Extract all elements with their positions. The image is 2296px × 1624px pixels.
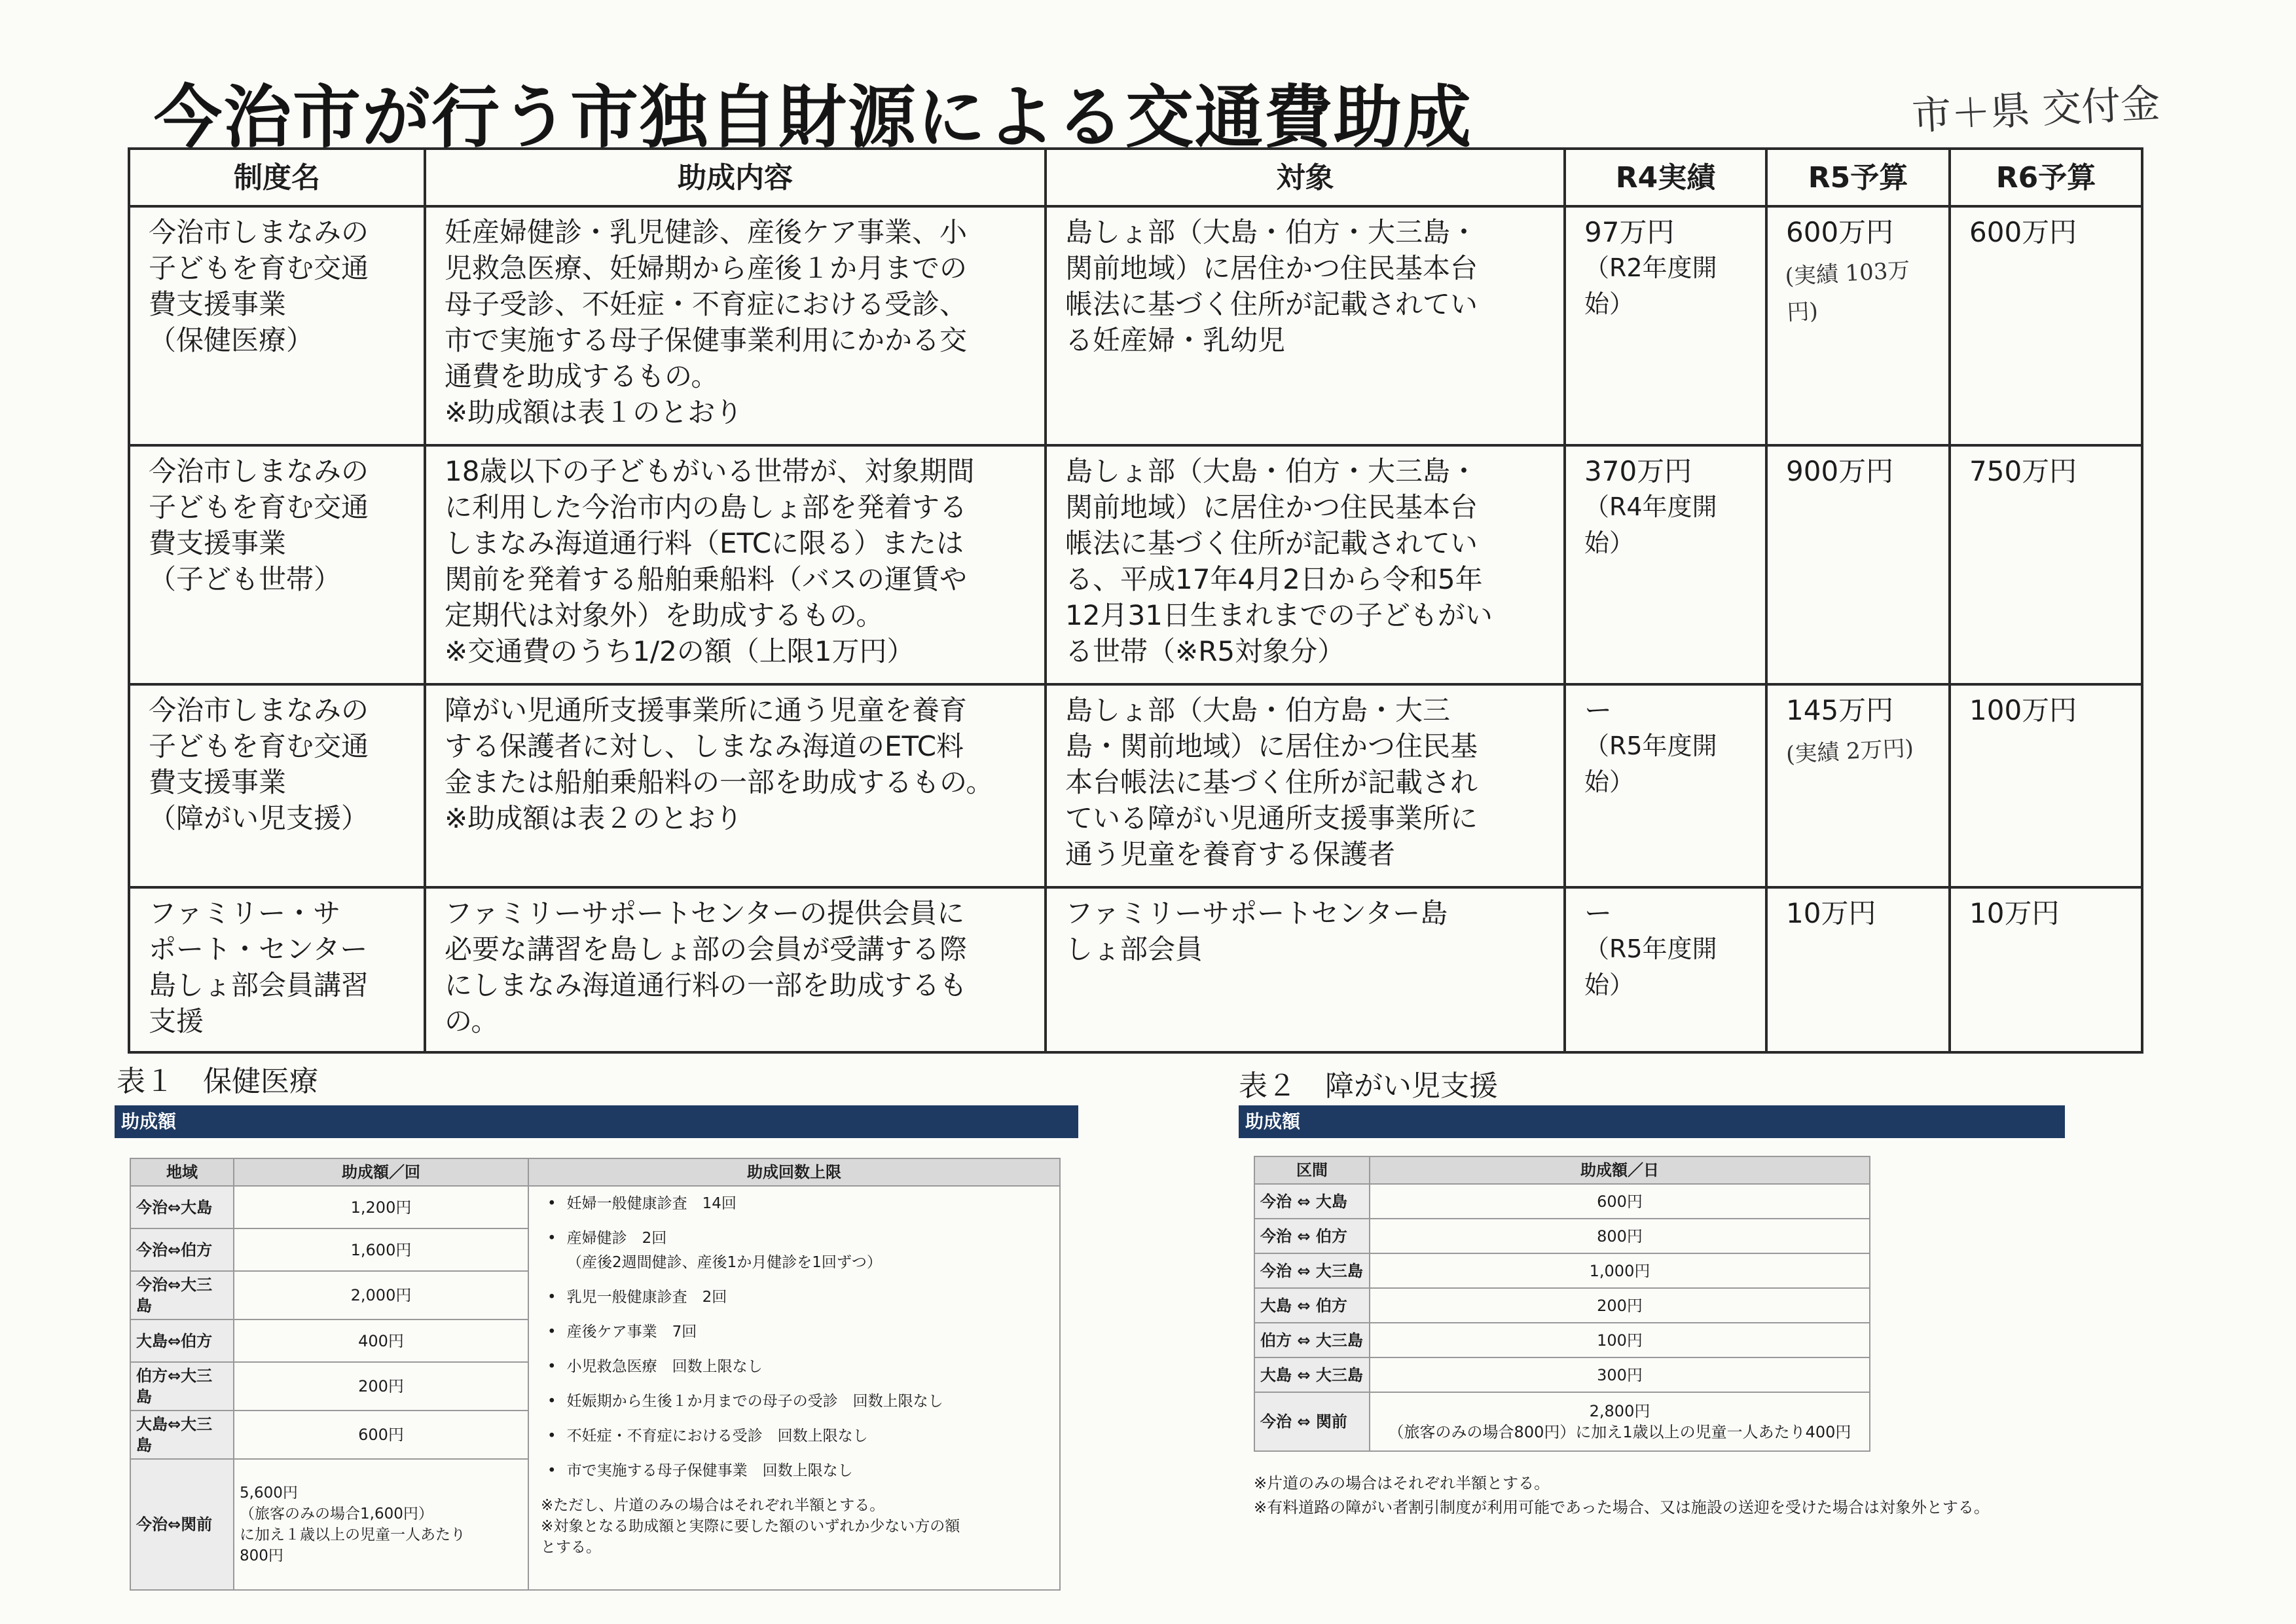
cell-name — [129, 206, 425, 445]
table-row — [129, 445, 2142, 684]
table-row — [1254, 1288, 1870, 1323]
table2-title: 表２ 障がい児支援 — [1239, 1069, 1498, 1103]
target-line: 通う児童を養育する保護者 — [1065, 838, 1396, 870]
table2 — [1254, 1156, 1870, 1452]
name-line: 今治市しまなみの — [149, 694, 369, 726]
header-r4: R4実績 — [1565, 149, 1766, 206]
cell-content — [425, 445, 1046, 684]
r4-value: 370万円 — [1584, 455, 1692, 487]
list-item — [547, 1193, 1048, 1215]
amount-line: 5,600円 — [240, 1485, 298, 1502]
amount-cell: 100円 — [1370, 1323, 1870, 1357]
limit-text: 妊婦一般健康診査 14回 — [566, 1195, 737, 1212]
content-line: 関前を発着する船舶乗船料（バスの運賃や — [445, 563, 968, 595]
content-line: 通費を助成するもの。 — [445, 360, 719, 392]
name-line: 子どもを育む交通 — [149, 252, 369, 284]
list-item — [547, 1460, 1048, 1482]
table1-title: 表１ 保健医療 — [117, 1065, 318, 1098]
cell-r6 — [1950, 206, 2142, 445]
r4-start: （R5年度開始） — [1584, 731, 1717, 796]
name-line: 子どもを育む交通 — [149, 730, 369, 762]
table2-note: ※片道のみの場合はそれぞれ半額とする。 — [1254, 1474, 1550, 1492]
table1-bar: 助成額 — [115, 1105, 1078, 1138]
target-line: 島しょ部（大島・伯方島・大三 — [1065, 694, 1451, 726]
cell-content — [425, 206, 1046, 445]
r4-value: 97万円 — [1584, 216, 1675, 248]
region-cell: 大島 ⇔ 伯方 — [1254, 1288, 1370, 1323]
handwritten-note: 市＋県 交付金 — [1910, 81, 2161, 139]
content-line: にしまなみ海道通行料の一部を助成するも — [445, 969, 968, 1001]
region-cell: 伯方 ⇔ 大三島 — [1254, 1323, 1370, 1357]
header-name: 制度名 — [129, 149, 425, 206]
region-cell: 今治⇔関前 — [130, 1459, 234, 1590]
header-r5: R5予算 — [1766, 149, 1950, 206]
content-line: の。 — [445, 1005, 499, 1037]
list-item — [547, 1426, 1048, 1447]
amount-cell: 800円 — [1370, 1219, 1870, 1253]
cell-r4 — [1565, 887, 1766, 1052]
cell-name — [129, 887, 425, 1052]
amount-cell: 200円 — [1370, 1288, 1870, 1323]
table-row — [129, 887, 2142, 1052]
limit-text: 産後ケア事業 7回 — [566, 1323, 697, 1340]
name-line: 島しょ部会員講習 — [149, 969, 369, 1001]
table-row — [129, 206, 2142, 445]
target-line: しょ部会員 — [1065, 933, 1203, 965]
amount-line: 2,800円 — [1589, 1402, 1650, 1420]
table-row — [1254, 1323, 1870, 1357]
cell-r5 — [1766, 445, 1950, 684]
target-line: る、平成17年4月2日から令和5年 — [1065, 563, 1483, 595]
amount-cell: 200円 — [234, 1362, 528, 1411]
content-line: 母子受診、不妊症・不育症における受診、 — [445, 288, 968, 320]
limit-note: ※対象となる助成額と実際に要した額のいずれか少ない方の額 — [541, 1518, 960, 1535]
target-line: 関前地域）に居住かつ住民基本台 — [1065, 491, 1478, 523]
r5-value: 900万円 — [1786, 455, 1894, 487]
r6-value: 100万円 — [1969, 694, 2077, 726]
amount-line: （旅客のみの場合800円）に加え1歳以上の児童一人あたり400円 — [1388, 1423, 1851, 1441]
cell-content — [425, 887, 1046, 1052]
region-cell: 大島⇔伯方 — [130, 1320, 234, 1362]
table1-header-limit: 助成回数上限 — [528, 1158, 1060, 1186]
region-cell: 大島⇔大三島 — [130, 1411, 234, 1459]
r4-start: （R4年度開始） — [1584, 492, 1717, 557]
amount-cell: 2,000円 — [234, 1271, 528, 1320]
target-line: 関前地域）に居住かつ住民基本台 — [1065, 252, 1478, 284]
cell-r6 — [1950, 887, 2142, 1052]
limit-cell — [528, 1186, 1060, 1590]
list-item — [547, 1321, 1048, 1343]
limit-sub: （産後2週間健診、産後1か月健診を1回ずつ） — [567, 1254, 882, 1271]
limit-text: 乳児一般健康診査 2回 — [566, 1289, 727, 1306]
name-line: ポート・センター — [149, 933, 368, 965]
cell-r6 — [1950, 684, 2142, 887]
region-cell: 今治 ⇔ 伯方 — [1254, 1219, 1370, 1253]
region-cell: 今治⇔伯方 — [130, 1228, 234, 1271]
r4-value: ー — [1584, 694, 1613, 726]
table-row — [1254, 1357, 1870, 1392]
r5-handwritten: (実績 103万円) — [1784, 257, 1911, 326]
amount-cell: 1,600円 — [234, 1228, 528, 1271]
target-line: 帳法に基づく住所が記載されてい — [1065, 288, 1478, 320]
r6-value: 600万円 — [1969, 216, 2077, 248]
content-line: 障がい児通所支援事業所に通う児童を養育 — [445, 694, 968, 726]
limit-text: 産婦健診 2回 — [566, 1230, 667, 1247]
name-line: （子ども世帯） — [149, 563, 342, 595]
table-row — [1254, 1253, 1870, 1288]
header-r6: R6予算 — [1950, 149, 2142, 206]
table1 — [130, 1158, 1061, 1591]
table-row — [1254, 1392, 1870, 1451]
name-line: （保健医療） — [149, 324, 314, 356]
name-line: 支援 — [149, 1005, 204, 1037]
cell-content — [425, 684, 1046, 887]
amount-line: （旅客のみの場合1,600円） — [240, 1505, 433, 1522]
table-row — [129, 684, 2142, 887]
list-item — [547, 1228, 1048, 1274]
table-row — [130, 1186, 1060, 1228]
target-line: 島しょ部（大島・伯方・大三島・ — [1065, 216, 1478, 248]
table-row — [1254, 1184, 1870, 1219]
cell-r5 — [1766, 206, 1950, 445]
limit-text: 市で実施する母子保健事業 回数上限なし — [566, 1462, 853, 1479]
cell-target — [1046, 684, 1565, 887]
r4-start: （R2年度開始） — [1584, 253, 1717, 318]
amount-cell — [234, 1459, 528, 1590]
table2-bar: 助成額 — [1239, 1105, 2065, 1138]
table1-header — [130, 1158, 1060, 1186]
cell-name — [129, 445, 425, 684]
target-line: ファミリーサポートセンター島 — [1065, 897, 1448, 929]
cell-r4 — [1565, 684, 1766, 887]
list-item — [547, 1391, 1048, 1412]
content-line: 児救急医療、妊婦期から産後１か月までの — [445, 252, 968, 284]
content-line: 金または船舶乗船料の一部を助成するもの。 — [445, 766, 994, 798]
content-line: 18歳以下の子どもがいる世帯が、対象期間 — [445, 455, 975, 487]
amount-line: 800円 — [240, 1547, 283, 1564]
amount-cell: 600円 — [234, 1411, 528, 1459]
amount-cell: 300円 — [1370, 1357, 1870, 1392]
cell-target — [1046, 887, 1565, 1052]
cell-r4 — [1565, 445, 1766, 684]
region-cell: 今治 ⇔ 大島 — [1254, 1184, 1370, 1219]
r5-value: 600万円 — [1786, 216, 1894, 248]
list-item — [547, 1287, 1048, 1308]
table2-header-region: 区間 — [1254, 1156, 1370, 1184]
r6-value: 750万円 — [1969, 455, 2077, 487]
cell-r4 — [1565, 206, 1766, 445]
r4-value: ー — [1584, 897, 1613, 929]
cell-r5 — [1766, 887, 1950, 1052]
target-line: 12月31日生まれまでの子どもがい — [1065, 599, 1493, 631]
content-line: 市で実施する母子保健事業利用にかかる交 — [445, 324, 968, 356]
name-line: 費支援事業 — [149, 288, 287, 320]
content-line: しまなみ海道通行料（ETCに限る）または — [445, 527, 964, 559]
region-cell: 今治⇔大三島 — [130, 1271, 234, 1320]
amount-cell: 1,200円 — [234, 1186, 528, 1228]
target-line: 島しょ部（大島・伯方・大三島・ — [1065, 455, 1478, 487]
name-line: （障がい児支援） — [149, 802, 369, 834]
name-line: ファミリー・サ — [149, 897, 341, 929]
target-line: る世帯（※R5対象分） — [1065, 635, 1345, 667]
table2-header — [1254, 1156, 1870, 1184]
content-line: ※助成額は表２のとおり — [445, 802, 743, 834]
limit-list — [534, 1189, 1054, 1482]
name-line: 今治市しまなみの — [149, 455, 369, 487]
r6-value: 10万円 — [1969, 897, 2060, 929]
header-content: 助成内容 — [425, 149, 1046, 206]
table-row — [1254, 1219, 1870, 1253]
amount-line: に加え１歳以上の児童一人あたり — [240, 1526, 465, 1543]
content-line: ※助成額は表１のとおり — [445, 396, 743, 428]
content-line: 定期代は対象外）を助成するもの。 — [445, 599, 884, 631]
cell-r6 — [1950, 445, 2142, 684]
region-cell: 今治 ⇔ 関前 — [1254, 1392, 1370, 1451]
r4-start: （R5年度開始） — [1584, 934, 1717, 999]
table1-header-region: 地域 — [130, 1158, 234, 1186]
cell-target — [1046, 206, 1565, 445]
target-line: 帳法に基づく住所が記載されてい — [1065, 527, 1478, 559]
cell-target — [1046, 445, 1565, 684]
amount-cell: 600円 — [1370, 1184, 1870, 1219]
name-line: 費支援事業 — [149, 527, 287, 559]
name-line: 今治市しまなみの — [149, 216, 369, 248]
amount-cell: 1,000円 — [1370, 1253, 1870, 1288]
region-cell: 今治⇔大島 — [130, 1186, 234, 1228]
target-line: ている障がい児通所支援事業所に — [1065, 802, 1478, 834]
amount-cell: 400円 — [234, 1320, 528, 1362]
cell-name — [129, 684, 425, 887]
region-cell: 伯方⇔大三島 — [130, 1362, 234, 1411]
list-item — [547, 1356, 1048, 1378]
content-line: 妊産婦健診・乳児健診、産後ケア事業、小 — [445, 216, 968, 248]
main-table-header — [129, 149, 2142, 206]
amount-cell — [1370, 1392, 1870, 1451]
r5-value: 145万円 — [1786, 694, 1894, 726]
region-cell: 今治 ⇔ 大三島 — [1254, 1253, 1370, 1288]
content-line: に利用した今治市内の島しょ部を発着する — [445, 491, 968, 523]
content-line: 必要な講習を島しょ部の会員が受講する際 — [445, 933, 968, 965]
limit-text: 妊娠期から生後１か月までの母子の受診 回数上限なし — [566, 1393, 943, 1410]
content-line: する保護者に対し、しまなみ海道のETC料 — [445, 730, 964, 762]
main-table — [128, 147, 2143, 1054]
limit-text: 小児救急医療 回数上限なし — [566, 1358, 763, 1375]
limit-note: ※ただし、片道のみの場合はそれぞれ半額とする。 — [541, 1497, 885, 1514]
region-cell: 大島 ⇔ 大三島 — [1254, 1357, 1370, 1392]
target-line: 島・関前地域）に居住かつ住民基 — [1065, 730, 1478, 762]
name-line: 子どもを育む交通 — [149, 491, 369, 523]
page-title: 今治市が行う市独自財源による交通費助成 — [154, 77, 1473, 157]
content-line: ※交通費のうち1/2の額（上限1万円） — [445, 635, 915, 667]
content-line: ファミリーサポートセンターの提供会員に — [445, 897, 965, 929]
target-line: る妊産婦・乳幼児 — [1065, 324, 1286, 356]
table1-header-amount: 助成額／回 — [234, 1158, 528, 1186]
table2-header-amount: 助成額／日 — [1370, 1156, 1870, 1184]
target-line: 本台帳法に基づく住所が記載され — [1065, 766, 1478, 798]
cell-r5 — [1766, 684, 1950, 887]
name-line: 費支援事業 — [149, 766, 287, 798]
limit-note: とする。 — [541, 1539, 601, 1556]
limit-text: 不妊症・不育症における受診 回数上限なし — [566, 1428, 868, 1445]
header-target: 対象 — [1046, 149, 1565, 206]
table2-note: ※有料道路の障がい者割引制度が利用可能であった場合、又は施設の送迎を受けた場合は対象外とする。 — [1254, 1498, 1990, 1517]
r5-handwritten: (実績 2万円) — [1785, 735, 1914, 768]
r5-value: 10万円 — [1786, 897, 1876, 929]
